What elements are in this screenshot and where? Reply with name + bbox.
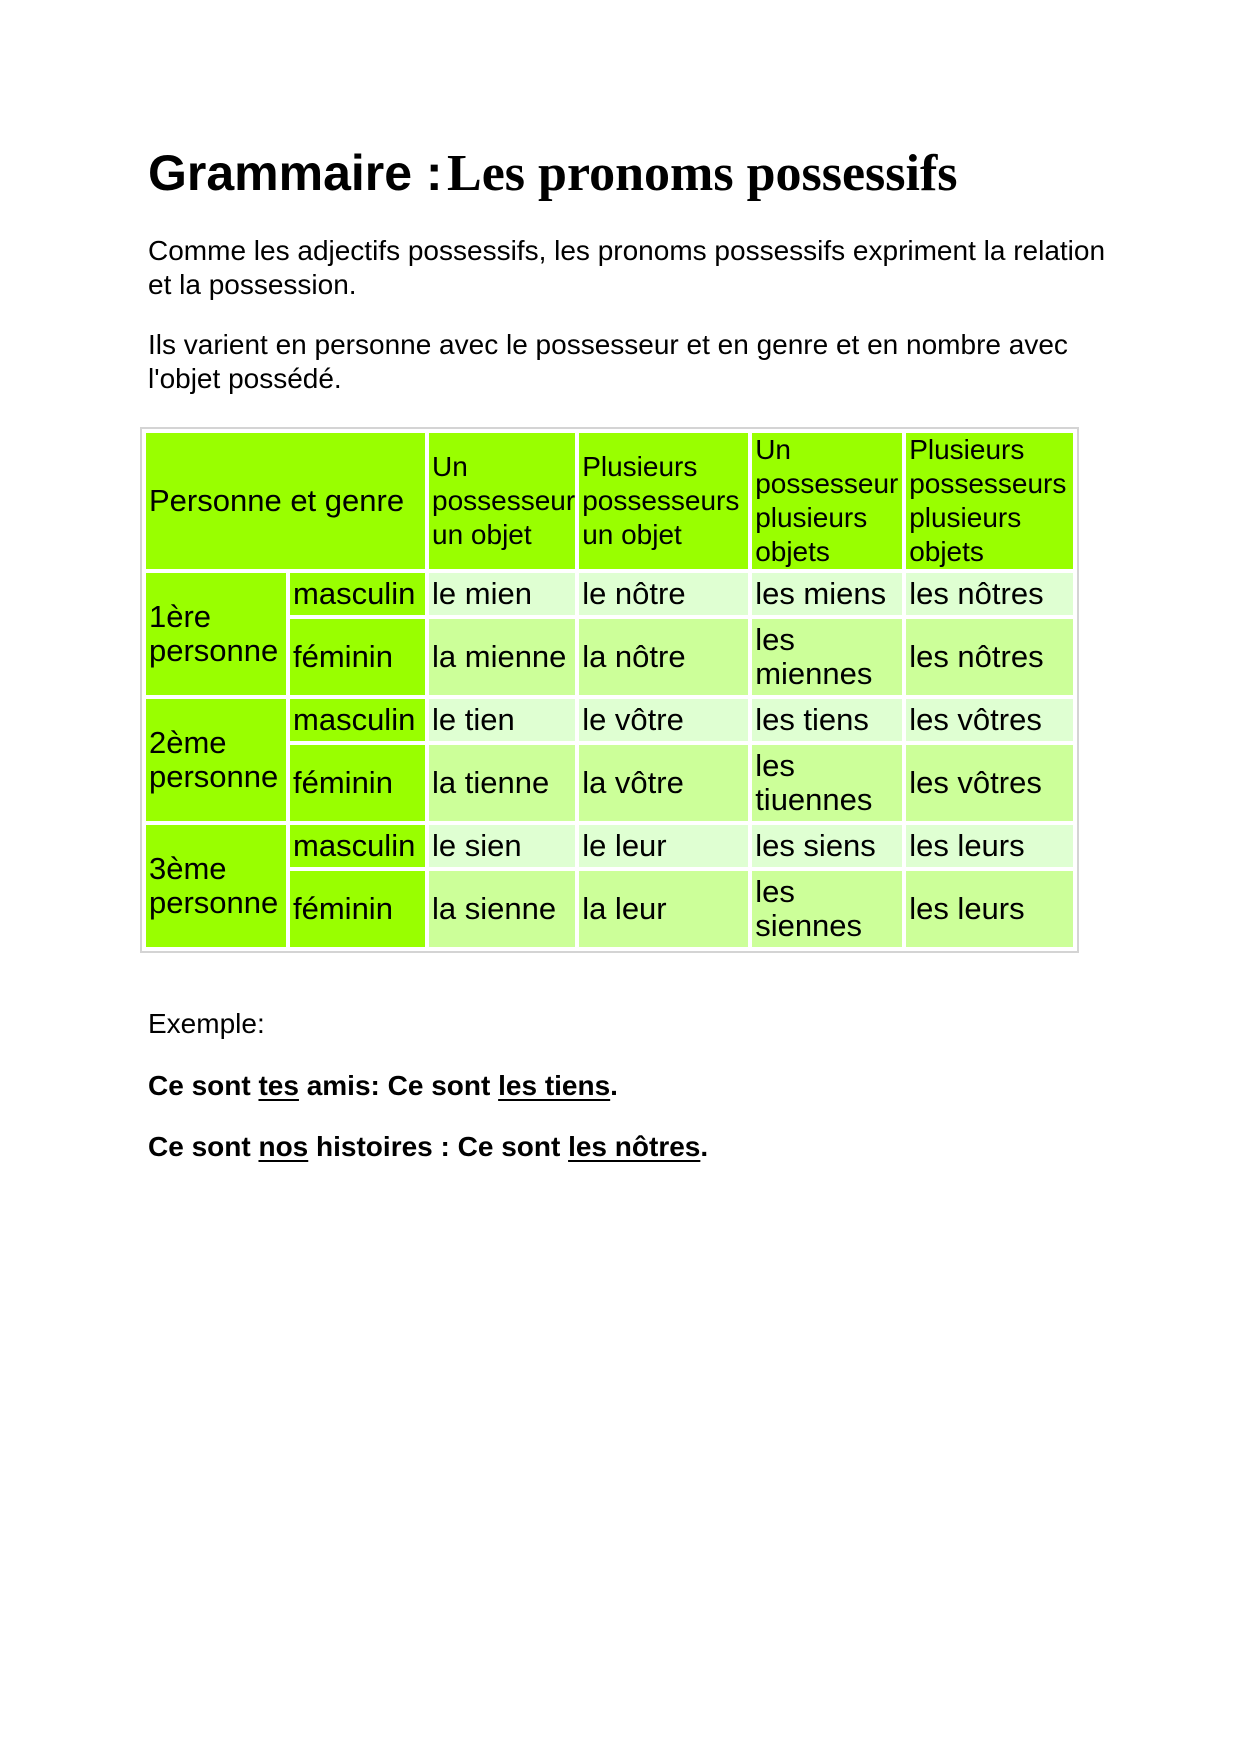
person-cell: 1ère personne (146, 573, 286, 695)
table-row (146, 573, 1073, 615)
table-cell: les nôtres (906, 573, 1073, 615)
table-cell: les miennes (752, 619, 902, 695)
gender-cell: masculin (290, 699, 425, 741)
example-text: Ce sont (148, 1131, 259, 1162)
title-main: Les pronoms possessifs (447, 145, 958, 202)
table-cell: la tienne (429, 745, 575, 821)
table-cell: les siens (752, 825, 902, 867)
table-cell: les tiuennes (752, 745, 902, 821)
table-cell: les siennes (752, 871, 902, 947)
gender-cell: masculin (290, 573, 425, 615)
example-pronoun: les tiens (498, 1070, 611, 1101)
example-adjective: tes (258, 1070, 299, 1101)
page-title (148, 145, 958, 202)
gender-cell: féminin (290, 619, 425, 695)
example-sentence-2 (148, 1131, 708, 1163)
title-prefix: Grammaire : (148, 145, 443, 201)
example-adjective: nos (258, 1131, 309, 1162)
table-cell: les tiens (752, 699, 902, 741)
header-many-owners-many-objects: Plusieurs possesseurs plusieurs objets (906, 433, 1073, 569)
table-cell: le nôtre (579, 573, 748, 615)
table-cell: le leur (579, 825, 748, 867)
header-one-owner-one-object: Un possesseur un objet (429, 433, 575, 569)
example-text: Ce sont (148, 1070, 259, 1101)
table-cell: le tien (429, 699, 575, 741)
table-cell: le sien (429, 825, 575, 867)
table-row (146, 825, 1073, 867)
example-text: . (700, 1131, 709, 1162)
intro-paragraph-1: Comme les adjectifs possessifs, les pronoms possessifs expriment la relation et la possession. (148, 235, 1106, 300)
table-cell: les leurs (906, 825, 1073, 867)
table-cell: la vôtre (579, 745, 748, 821)
gender-cell: féminin (290, 745, 425, 821)
table-cell: les leurs (906, 871, 1073, 947)
table-cell: le vôtre (579, 699, 748, 741)
example-label: Exemple: (148, 1008, 265, 1039)
table-cell: les vôtres (906, 699, 1073, 741)
header-one-owner-many-objects: Un possesseur plusieurs objets (752, 433, 902, 569)
person-cell: 3ème personne (146, 825, 286, 947)
table-cell: le mien (429, 573, 575, 615)
table-cell: les nôtres (906, 619, 1073, 695)
table-cell: la nôtre (579, 619, 748, 695)
example-text: histoires : Ce sont (308, 1131, 569, 1162)
gender-cell: masculin (290, 825, 425, 867)
example-pronoun: les nôtres (568, 1131, 701, 1162)
possessive-pronouns-table (140, 427, 1079, 953)
person-cell: 2ème personne (146, 699, 286, 821)
table-cell: les vôtres (906, 745, 1073, 821)
table-cell: les miens (752, 573, 902, 615)
example-text: amis: Ce sont (298, 1070, 499, 1101)
table-header-row (146, 433, 1073, 569)
example-sentence-1 (148, 1070, 618, 1102)
intro-paragraph-2: Ils varient en personne avec le possesseur et en genre et en nombre avec l'objet possédé. (148, 329, 1068, 394)
table-row (146, 699, 1073, 741)
table-cell: la leur (579, 871, 748, 947)
table-cell: la mienne (429, 619, 575, 695)
header-person-gender: Personne et genre (146, 433, 425, 569)
header-many-owners-one-object: Plusieurs possesseurs un objet (579, 433, 748, 569)
table-cell: la sienne (429, 871, 575, 947)
example-text: . (610, 1070, 618, 1101)
gender-cell: féminin (290, 871, 425, 947)
